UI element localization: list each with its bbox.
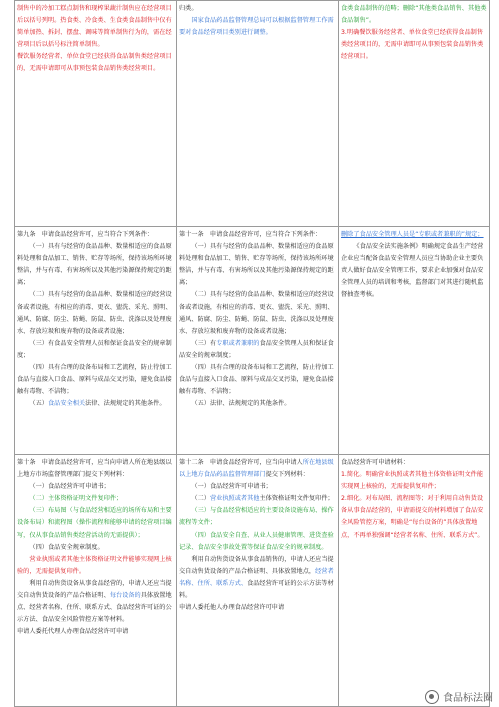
paragraph: （一）食品经营许可申请书； <box>29 483 110 491</box>
highlighted-text: 营业执照或者其他 <box>209 495 260 503</box>
paragraph: （四）具有合理的设备布局和工艺流程，防止待加工食品与直接入口食品、原料与成品交叉污染，避免食品接触有毒物、不洁物； <box>17 364 172 396</box>
paragraph: 1.简化。明确营业执照或者其他主体资格证明文件能实现网上核验的，无需提供复印件； <box>341 471 484 491</box>
watermark <box>425 689 493 704</box>
note-cell <box>339 455 490 707</box>
paragraph: （四）食品安全规章制度。 <box>29 543 104 551</box>
wechat-logo-icon <box>425 690 439 704</box>
highlighted-text: 所在地县级以上地方食品药品监督管理部门 <box>179 459 334 479</box>
paragraph: （二）主体资格证明文件复印件； <box>29 495 123 503</box>
paragraph: 餐饮服务经营者、单位食堂已经获得食品制售类经营项目的，无需申请即可从事预包装食品销售类经营项目。 <box>17 53 172 73</box>
paragraph: 利用自动售货设备从事食品经营的，申请人还应当提交自动售货设备的产品合格证明、每台设备的具体放置地点、经营者名称、住所、联系方式、食品经营许可证的公示方法、食品安全风险管控方案等材料。 <box>17 579 172 624</box>
paragraph: 《食品安全法实施条例》明确规定食品生产经营企业应当配备食品安全管理人员应当协助企业主要负责人做好食品安全管理工作，要求企业加强对食品安全管理人员的培训和考核，监督部门对其进行随机监督抽查考核。 <box>341 243 484 299</box>
watermark-text: 食品标法圈 <box>443 693 493 704</box>
paragraph: 营业执照或者其他主体资格证明文件能够实现网上核验的，无需提供复印件。 <box>17 555 172 575</box>
prior-text-cell <box>177 455 339 707</box>
table-row <box>15 1 490 227</box>
paragraph: 国家食品药品监督管理总局可以根据监督管理工作需要对食品经营项目类别进行调整。 <box>179 17 334 37</box>
paragraph: 制售中的冷加工糕点制售和现榨果蔬汁制售应在经营项目后以括号列明。热食类、冷食类、生食类食品制售中仅有简单加热、拆封、摆盘、调味等简单制售行为的，需在经营项目后以括号标注简单制售。 <box>17 5 172 49</box>
paragraph: 第九条 申请食品经营许可，应当符合下列条件： <box>17 231 154 238</box>
note-cell <box>339 227 490 455</box>
paragraph: （一）具有与经营的食品品种、数量相适应的食品原料处理和食品加工、销售、贮存等场所，保持该场所环境整洁，并与有毒、有害场所以及其他污染源保持规定的距离； <box>17 243 172 287</box>
highlighted-text: 经营者名称、住所、联系方式、 <box>179 567 334 587</box>
paragraph: 2.细化。对布局图、流程图等；对于利用自动售货设备从事食品经营的，申请需提交的材料增加了食品安全风险管控方案，明确是“每台设备的”具体放置地点，不再单独强调“经营者名称、住所、联系方式”。 <box>341 495 484 539</box>
comparison-table <box>14 0 490 707</box>
table-row <box>15 455 490 707</box>
paragraph: （五）法律、法规规定的其他条件。 <box>191 400 291 408</box>
old-text-cell <box>15 455 177 707</box>
paragraph: （二）具有与经营的食品品种、数量相适应的经营设备或者设施，有相应的消毒、更衣、盥洗、采光、照明、通风、防腐、防尘、防蝇、防鼠、防虫、洗涤以及处理废水、存放垃圾和废弃物的设备或者设施； <box>17 291 172 335</box>
paragraph: 利用自动售货设备从事食品销售的，申请人还应当提交自动售货设备的产品合格证明、具体放置地点，经营者名称、住所、联系方式、食品经营许可证的公示方法等材料。 <box>179 555 334 600</box>
table-row <box>15 227 490 455</box>
paragraph: （三）有专职或者兼职的食品安全管理人员和保证食品安全的规章制度； <box>179 339 334 359</box>
paragraph: 申请人委托他人办理食品经营许可申请 <box>179 604 285 612</box>
paragraph: 第十条 申请食品经营许可，应当向申请人所在地县级以上地方市场监督管理部门提交下列材料： <box>17 459 172 479</box>
paragraph: 食类食品制售的范畴；删除“其他类食品销售、其他类食品制售”。 <box>341 5 487 25</box>
paragraph: （二）营业执照或者其他主体资格证明文件复印件； <box>191 495 334 503</box>
paragraph: （二）具有与经营的食品品种、数量相适应的经营设备或者设施，有相应的消毒、更衣、盥洗、采光、照明、通风、防腐、防尘、防蝇、防鼠、防虫、洗涤以及处理废水、存放垃圾和废弃物的设备或者设施； <box>179 291 334 335</box>
paragraph: 3.明确餐饮服务经营者、单位食堂已经获得食品制售类经营项目的，无需申请即可从事预包装食品销售类经营项目。 <box>341 29 484 61</box>
paragraph: （一）食品经营许可申请书； <box>191 483 272 491</box>
paragraph: 第十一条 申请食品经营许可，应当符合下列条件： <box>179 231 322 238</box>
paragraph: （五）食品安全相关法律、法规规定的其他条件。 <box>29 400 166 408</box>
paragraph: 第十二条 申请食品经营许可，应当向申请人所在地县级以上地方食品药品监督管理部门提交下列材料： <box>179 459 334 479</box>
note-cell <box>339 1 490 227</box>
paragraph: （三）布局图（与食品经营相适应的场所布局和主要设备布局）和流程图（操作流程和能够申请的经营项目编写，仅从事食品销售类经营活动的无需提供）； <box>17 507 172 539</box>
paragraph: 删除了食品安全管理人员是“专职或者兼职的”规定； <box>341 231 484 238</box>
old-text-cell <box>15 227 177 455</box>
highlighted-text: 专职或者兼职的 <box>216 339 260 347</box>
paragraph: （四）具有合理的设备布局和工艺流程，防止待加工食品与直接入口食品、原料与成品交叉污染，避免食品接触有毒物、不洁物； <box>179 364 334 396</box>
highlighted-text: 每台设备的 <box>109 592 141 600</box>
paragraph: （三）与食品经营相适应的主要设备设施布局、操作流程等文件； <box>179 507 334 527</box>
paragraph: 申请人委托代理人办理食品经营许可申请 <box>17 628 129 636</box>
highlighted-text: 食品安全相关 <box>47 400 86 408</box>
prior-text-cell <box>177 1 339 227</box>
prior-text-cell <box>177 227 339 455</box>
old-text-cell <box>15 1 177 227</box>
document-page <box>14 0 489 706</box>
paragraph: （一）具有与经营的食品品种、数量相适应的食品原料处理和食品加工、销售、贮存等场所，保持该场所环境整洁，并与有毒、有害场所以及其他污染源保持规定的距离； <box>179 243 334 287</box>
paragraph: 食品经营许可申请材料： <box>341 459 410 466</box>
paragraph: 归类。 <box>179 5 198 12</box>
paragraph: （三）有食品安全管理人员和保证食品安全的规章制度； <box>17 339 172 359</box>
paragraph: （四）食品安全自查、从业人员健康管理、进货查验记录、食品安全事故处置等保证食品安全的规章制度。 <box>179 531 334 551</box>
